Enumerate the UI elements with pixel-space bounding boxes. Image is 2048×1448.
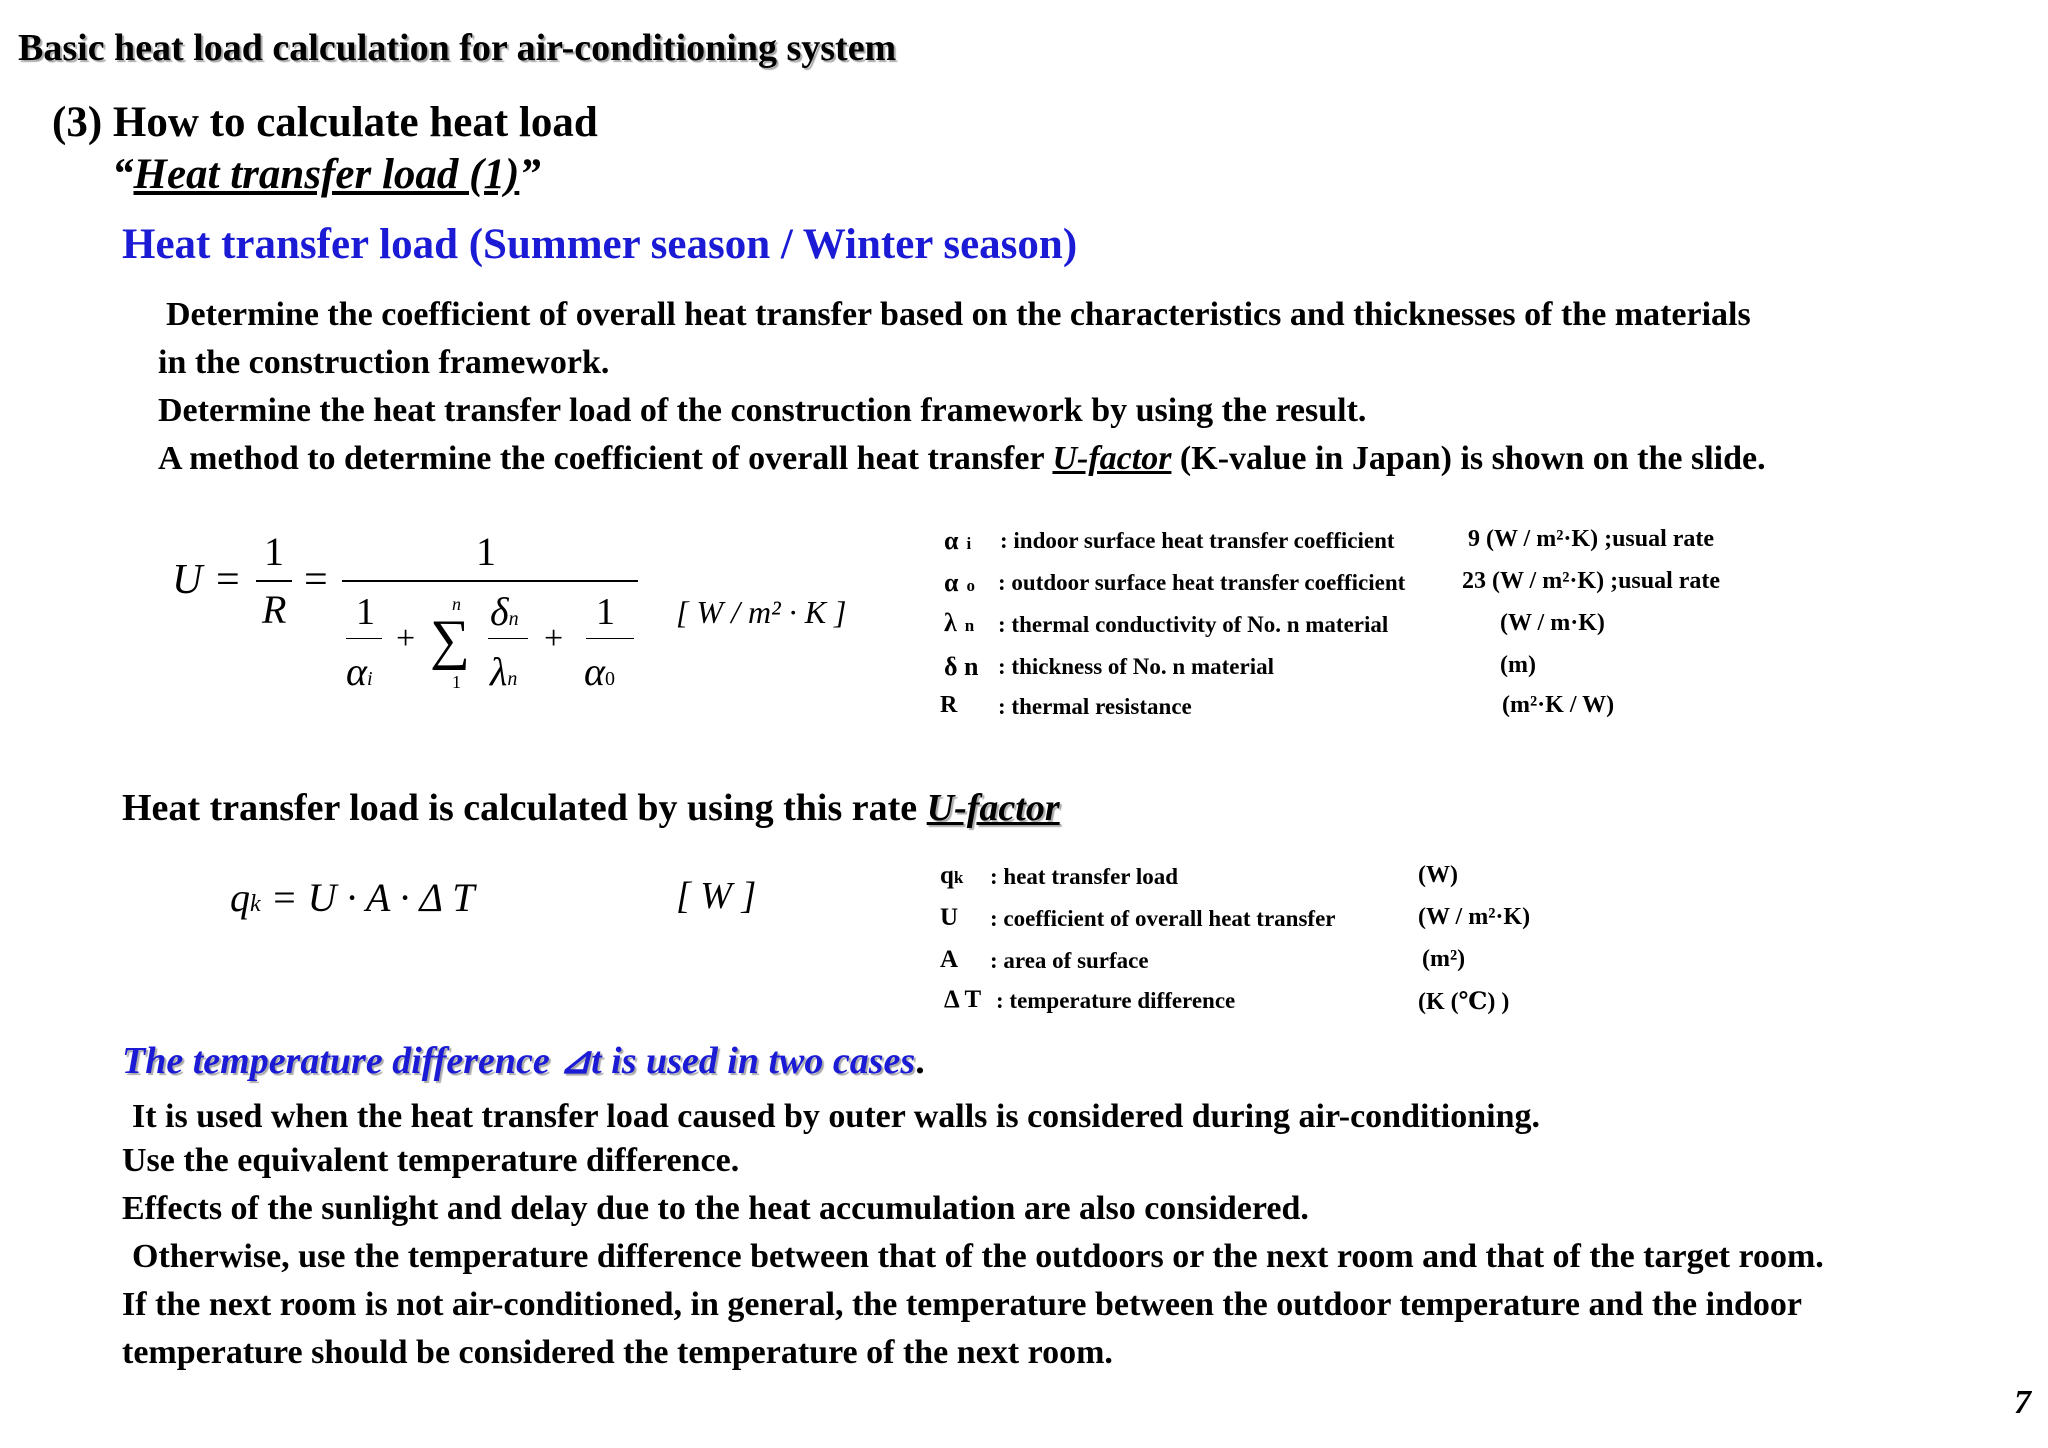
def4-symbol: δ n <box>944 652 979 681</box>
formula-numerator: 1 <box>476 529 496 574</box>
def3-symbol: λn <box>944 608 975 637</box>
fraction-bar-alpha-i <box>346 638 382 639</box>
formula-2-unit: [ W ] <box>676 875 757 917</box>
def1-symbol: αi <box>944 526 972 555</box>
term-lambda-n: λn <box>490 649 518 694</box>
plus-2: + <box>544 620 564 657</box>
def2-value: 23 (W / m²·K) ;usual rate <box>1462 568 1721 594</box>
body-line-6: temperature should be considered the temperature of the next room. <box>122 1334 1113 1371</box>
formula-eq-1: = <box>216 557 240 603</box>
term-delta-n: δn <box>490 589 519 634</box>
def6-value: (W) <box>1418 862 1458 888</box>
def5-value: (m²·K / W) <box>1502 692 1615 718</box>
subsection-title: “Heat transfer load (1)” <box>112 151 541 198</box>
def9-description: : temperature difference <box>996 988 1236 1013</box>
sum-top: n <box>452 594 461 614</box>
sum-bottom: 1 <box>452 672 461 692</box>
def8-description: : area of surface <box>990 948 1149 973</box>
body-line-5: If the next room is not air-conditioned, in general, the temperature between the outdoor temperature and the indoor <box>122 1286 1802 1323</box>
formula-1-unit: [ W / m² · K ] <box>676 594 847 630</box>
def5-symbol: R <box>940 692 958 718</box>
body-line-3: Effects of the sunlight and delay due to the heat accumulation are also considered. <box>122 1190 1309 1227</box>
plus-1: + <box>396 620 416 657</box>
section-heading: Heat transfer load (Summer season / Winter season) <box>122 221 1078 268</box>
formula-eq-2: = <box>304 557 328 603</box>
def3-value: (W / m·K) <box>1500 610 1605 636</box>
def8-value: (m²) <box>1422 946 1466 972</box>
formula-R: R <box>262 587 287 632</box>
def1-value: 9 (W / m²·K) ;usual rate <box>1468 526 1715 552</box>
intro-line-3: Determine the heat transfer load of the construction framework by using the result. <box>158 392 1367 429</box>
term-one-a: 1 <box>356 591 375 633</box>
fraction-bar-alpha-0 <box>586 638 634 639</box>
intro-line-4: A method to determine the coefficient of overall heat transfer U-factor (K-value in Japan) is shown on the slide. <box>158 440 1766 477</box>
body-line-4: Otherwise, use the temperature difference between that of the outdoors or the next room and that of the target room. <box>132 1238 1824 1275</box>
formula-2: qk = U · A · Δ T <box>230 875 475 920</box>
def8-symbol: A <box>940 946 959 973</box>
formula-U: U <box>172 557 203 603</box>
def2-description: : outdoor surface heat transfer coefficient <box>998 570 1406 595</box>
formula-one-top: 1 <box>264 529 284 574</box>
term-alpha-0: α0 <box>584 649 615 694</box>
def7-value: (W / m²·K) <box>1418 904 1531 930</box>
term-alpha-i: αi <box>346 649 373 694</box>
temp-diff-heading: The temperature difference ⊿t is used in two cases. <box>122 1040 925 1082</box>
term-one-b: 1 <box>596 591 615 633</box>
fraction-bar-main <box>342 580 638 582</box>
def5-description: : thermal resistance <box>998 694 1192 719</box>
def2-symbol: αo <box>944 568 976 597</box>
def6-description: : heat transfer load <box>990 864 1179 889</box>
fraction-bar-small <box>256 580 292 582</box>
def4-value: (m) <box>1500 652 1536 678</box>
def1-description: : indoor surface heat transfer coefficient <box>1000 528 1395 553</box>
slide-title: Basic heat load calculation for air-conditioning system <box>18 27 897 69</box>
def6-symbol: qk <box>940 862 964 889</box>
page-number: 7 <box>2014 1384 2031 1421</box>
sum-symbol: ∑ <box>430 609 470 671</box>
def3-description: : thermal conductivity of No. n material <box>998 612 1389 637</box>
body-line-2: Use the equivalent temperature difference. <box>122 1142 740 1179</box>
def9-value: (K (℃) ) <box>1418 989 1510 1015</box>
def7-symbol: U <box>940 904 959 931</box>
fraction-bar-delta <box>488 638 528 639</box>
def4-description: : thickness of No. n material <box>998 654 1274 679</box>
body-line-1: It is used when the heat transfer load caused by outer walls is considered during air-conditioning. <box>132 1098 1540 1135</box>
def9-symbol: Δ T <box>944 986 982 1013</box>
intro-line-2: in the construction framework. <box>158 344 610 381</box>
intro-line-1: Determine the coefficient of overall heat transfer based on the characteristics and thicknesses of the materials <box>166 296 1751 333</box>
def7-description: : coefficient of overall heat transfer <box>990 906 1336 931</box>
section-title: (3) How to calculate heat load <box>52 99 598 146</box>
calc-line: Heat transfer load is calculated by using this rate U-factor <box>122 787 1060 829</box>
